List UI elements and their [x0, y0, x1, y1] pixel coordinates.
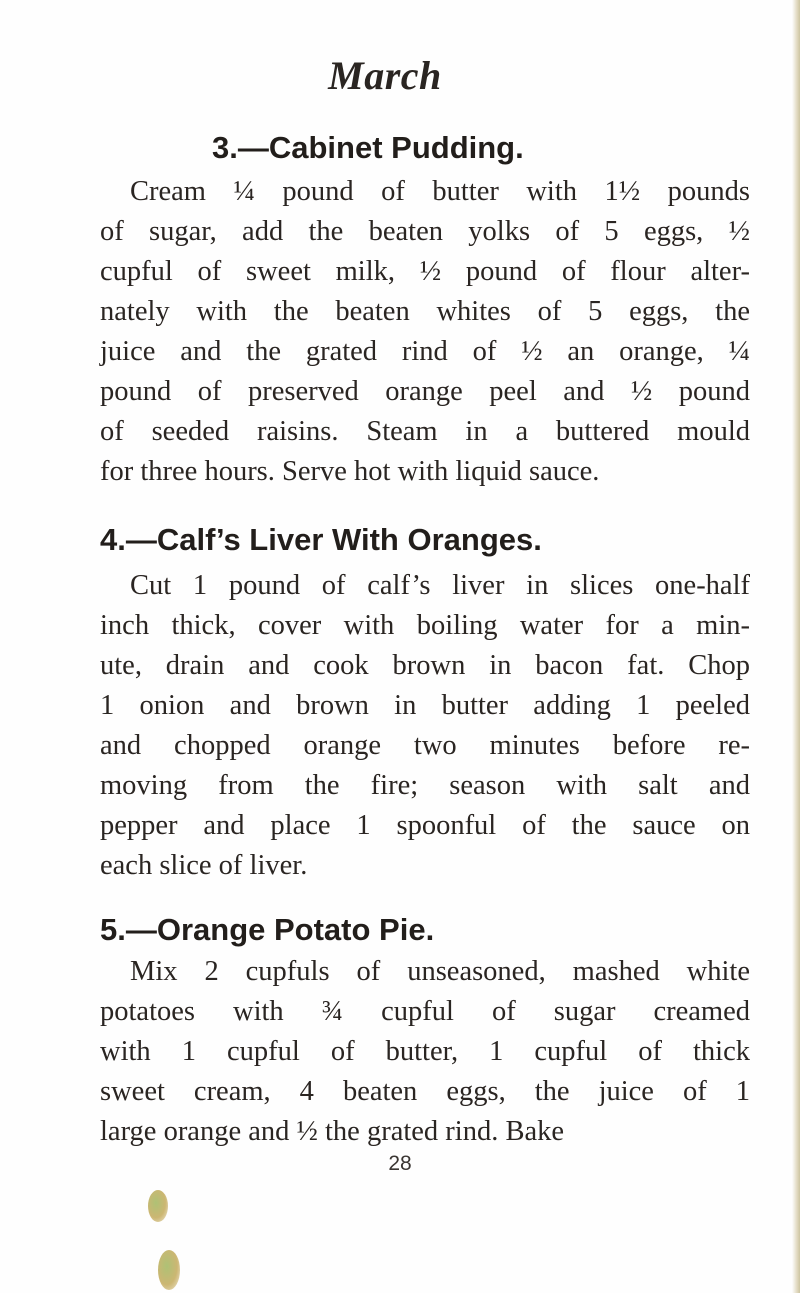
recipe-line: nately with the beaten whites of 5 eggs, the — [100, 296, 750, 327]
running-head — [0, 52, 800, 99]
recipe-line: large orange and ½ the grated rind. Bake — [100, 1116, 565, 1147]
paper-stain — [148, 1190, 168, 1222]
recipe-line: cupful of sweet milk, ½ pound of flour alter- — [100, 256, 750, 287]
recipe-line: with 1 cupful of butter, 1 cupful of thick — [100, 1036, 750, 1067]
recipe-line: Cut 1 pound of calf’s liver in slices one-half — [130, 570, 750, 601]
page-edge-shadow — [792, 0, 800, 1293]
recipe-line: Cream ¼ pound of butter with 1½ pounds — [130, 176, 750, 207]
running-head-text: March — [328, 53, 442, 98]
recipe-title-orange-potato-pie: 5.—Orange Potato Pie. — [100, 912, 435, 947]
recipe-line: 1 onion and brown in butter adding 1 peeled — [100, 690, 750, 721]
recipe-line: sweet cream, 4 beaten eggs, the juice of 1 — [100, 1076, 750, 1107]
recipe-line: moving from the fire; season with salt and — [100, 770, 750, 801]
recipe-line: ute, drain and cook brown in bacon fat. Chop — [100, 650, 750, 681]
recipe-line: pound of preserved orange peel and ½ pound — [100, 376, 750, 407]
recipe-title-calfs-liver: 4.—Calf’s Liver With Oranges. — [100, 522, 542, 557]
recipe-line: of seeded raisins. Steam in a buttered mould — [100, 416, 750, 447]
paper-stain — [158, 1250, 180, 1290]
recipe-line: juice and the grated rind of ½ an orange, ¼ — [100, 336, 750, 367]
recipe-line: and chopped orange two minutes before re- — [100, 730, 750, 761]
recipe-line: potatoes with ¾ cupful of sugar creamed — [100, 996, 750, 1027]
recipe-line: for three hours. Serve hot with liquid sauce. — [100, 456, 600, 487]
recipe-line: pepper and place 1 spoonful of the sauce on — [100, 810, 750, 841]
recipe-line: inch thick, cover with boiling water for a min- — [100, 610, 750, 641]
recipe-line: of sugar, add the beaten yolks of 5 eggs, ½ — [100, 216, 750, 247]
page-number: 28 — [388, 1152, 412, 1175]
recipe-line: each slice of liver. — [100, 850, 308, 881]
recipe-line: Mix 2 cupfuls of unseasoned, mashed white — [130, 956, 750, 987]
recipe-title-cabinet-pudding: 3.—Cabinet Pudding. — [212, 130, 524, 165]
